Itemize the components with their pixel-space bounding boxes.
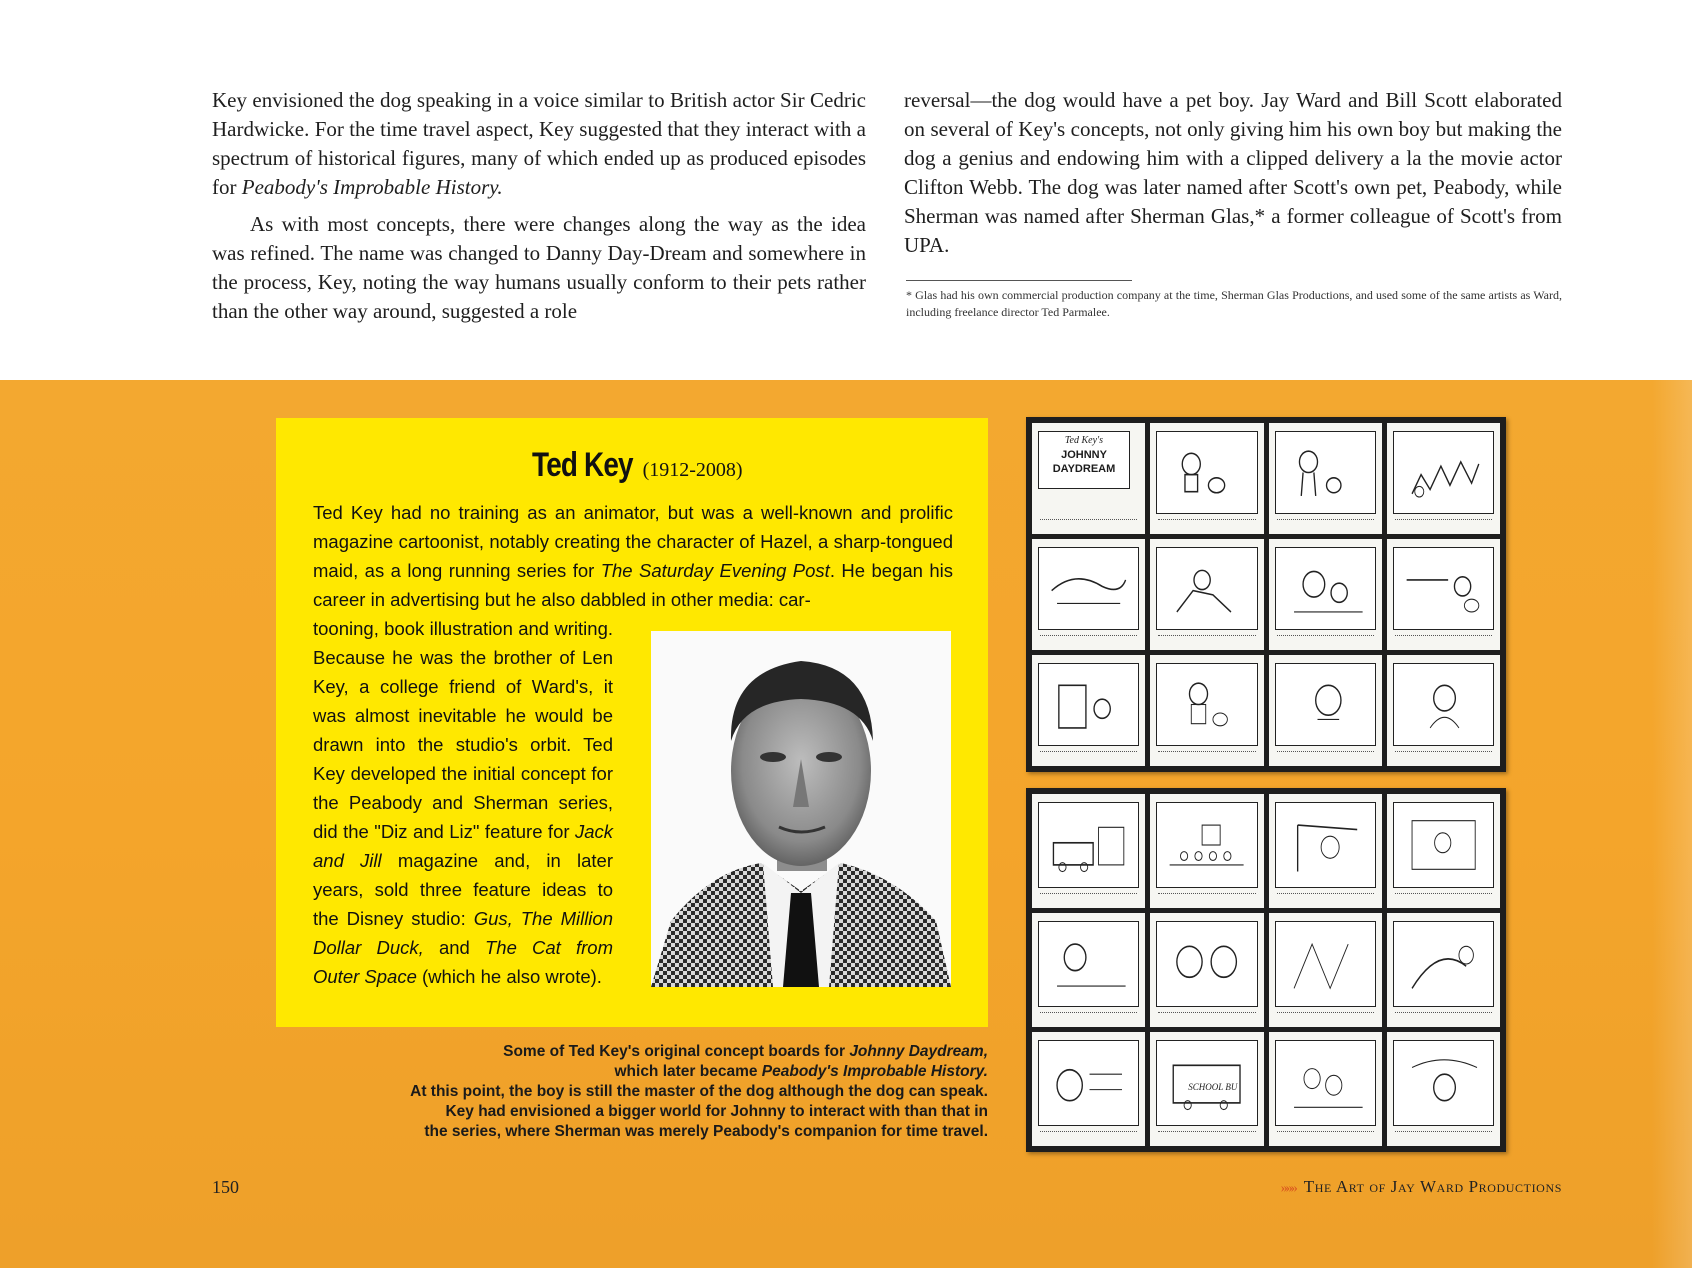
school-bus-sign: SCHOOL BU bbox=[1188, 1082, 1238, 1092]
bio-name: Ted Key bbox=[532, 446, 634, 484]
storyboard-panel bbox=[1387, 1032, 1500, 1146]
storyboard-panel bbox=[1150, 794, 1263, 908]
storyboard-panel bbox=[1269, 423, 1382, 534]
storyboard-panel bbox=[1387, 794, 1500, 908]
bio-sidebar bbox=[276, 418, 988, 1027]
storyboard-panel bbox=[1387, 913, 1500, 1027]
storyboard-panel bbox=[1387, 539, 1500, 650]
storyboard-panel bbox=[1387, 655, 1500, 766]
storyboard-caption: Some of Ted Key's original concept boards for Johnny Daydream, which later became Peabody's Improbable History. At this point, the boy is still the master of the dog although the dog can speak. Key had envisioned a bigger world for Johnny to interact with than that in the series, where Sherman was merely Peabody's companion for time travel. bbox=[410, 1043, 988, 1140]
storyboard-panel bbox=[1150, 913, 1263, 1027]
body-paragraph: As with most concepts, there were changes along the way as the idea was refined. The name was changed to Danny Day-Dream and somewhere in the process, Key, noting the way humans usually conform to their pets rather than the other way around, suggested a role bbox=[212, 212, 866, 323]
storyboard-panel bbox=[1032, 794, 1145, 908]
portrait-photo bbox=[651, 631, 951, 987]
portrait-image bbox=[651, 631, 951, 987]
body-paragraph: reversal—the dog would have a pet boy. Jay Ward and Bill Scott elaborated on several of Key's concepts, not only giving him his own boy but making the dog a genius and endowing him with a clipped delivery a la the movie actor Clifton Webb. The dog was later named after Scott's own pet, Peabody, while Sherman was named after Sherman Glas,* a former colleague of Scott's from UPA. bbox=[904, 88, 1562, 257]
bio-title bbox=[276, 446, 988, 485]
running-head: »»» The Art of Jay Ward Productions bbox=[1280, 1177, 1562, 1196]
storyboard-title-card: Ted Key's JOHNNY DAYDREAM bbox=[1038, 431, 1130, 489]
storyboard-panel bbox=[1269, 794, 1382, 908]
bio-years: (1912-2008) bbox=[642, 459, 743, 481]
bio-paragraph-wide: Ted Key had no training as an animator, but was a well-known and prolific magazine cartoonist, notably creating the character of Hazel, a sharp-tongued maid, as a long running series for The Saturday Evening Post. He began his career in advertising but he also dabbled in other media: car- bbox=[313, 502, 953, 610]
storyboard-panel bbox=[1269, 1032, 1382, 1146]
storyboard-panel bbox=[1032, 423, 1145, 534]
storyboard-sheet-1 bbox=[1026, 417, 1506, 772]
storyboard-panel bbox=[1032, 1032, 1145, 1146]
storyboard-panel bbox=[1269, 539, 1382, 650]
storyboard-panel bbox=[1269, 913, 1382, 1027]
footnote: * Glas had his own commercial production company at the time, Sherman Glas Productions, and used some of the same artists as Ward, including freelance director Ted Parmalee. bbox=[906, 288, 1562, 319]
bio-paragraph-narrow: tooning, book illustration and writing. Because he was the brother of Len Key, a college friend of Ward's, it was almost inevitable he would be drawn into the studio's orbit. Ted Key developed the initial concept for the Peabody and Sherman series, did the "Diz and Liz" feature for Jack and Jill magazine and, in later years, sold three feature ideas to the Disney studio: Gus, The Million Dollar Duck, and The Cat from Outer Space (which he also wrote). bbox=[313, 618, 613, 987]
storyboard-sheet-2 bbox=[1026, 788, 1506, 1152]
footnote-rule bbox=[906, 280, 1132, 281]
storyboard-panel bbox=[1150, 539, 1263, 650]
body-column-right bbox=[904, 86, 1562, 260]
storyboard-panel bbox=[1269, 655, 1382, 766]
storyboard-panel bbox=[1150, 1032, 1263, 1146]
storyboard-panel bbox=[1387, 423, 1500, 534]
page-number: 150 bbox=[212, 1177, 239, 1197]
storyboard-panel bbox=[1150, 655, 1263, 766]
body-paragraph: Key envisioned the dog speaking in a voice similar to British actor Sir Cedric Hardwicke. For the time travel aspect, Key suggested that they interact with a spectrum of historical figures, many of which ended up as produced episodes for Peabody's Improbable History. bbox=[212, 88, 866, 199]
body-column-left bbox=[212, 86, 866, 326]
storyboard-panel bbox=[1032, 913, 1145, 1027]
storyboard-panel bbox=[1150, 423, 1263, 534]
storyboard-panel bbox=[1032, 655, 1145, 766]
storyboard-panel bbox=[1032, 539, 1145, 650]
arrow-ornament-icon: »»» bbox=[1280, 1181, 1296, 1196]
